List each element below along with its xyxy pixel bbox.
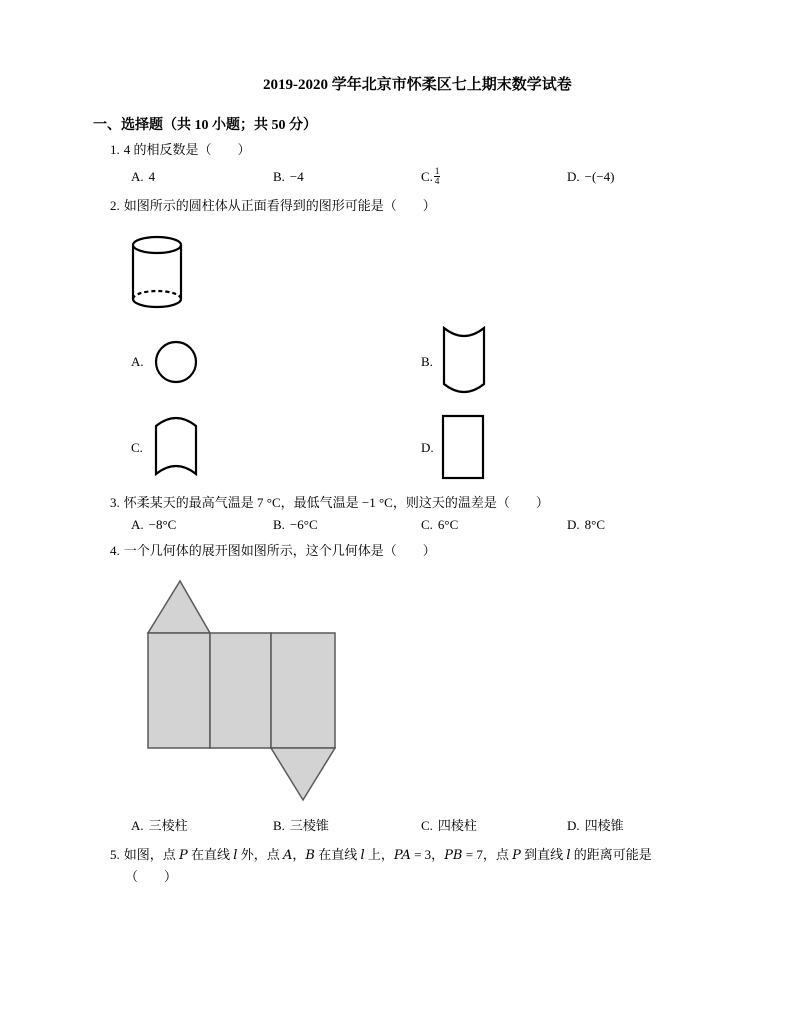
option-text: −8°C [148, 517, 177, 532]
math-symbol: l [360, 848, 365, 863]
stem-text: 在直线 [314, 847, 361, 862]
question-1 [110, 142, 251, 158]
stem-text: = 7，点 [462, 847, 513, 862]
q2-option-c: C. [131, 440, 143, 455]
option-text: −(−4) [584, 169, 615, 184]
stem-text: 上， [364, 847, 394, 862]
question-3 [110, 495, 549, 511]
arched-shape [156, 418, 196, 474]
fraction-numerator: 1 [434, 166, 440, 176]
stem-text: 的距离可能是 [570, 847, 652, 862]
question-4 [110, 543, 436, 559]
cylinder-figure [131, 233, 183, 309]
stem-text: 如图，点 [123, 847, 180, 862]
option-text: 三棱柱 [148, 818, 188, 833]
q2-option-c-figure [152, 410, 200, 482]
net-face-2 [210, 633, 271, 748]
option-text: 四棱锥 [584, 818, 624, 833]
math-symbol: l [566, 848, 571, 863]
q2-option-d-figure [440, 413, 486, 481]
option-letter: D. [567, 517, 580, 532]
question-2 [110, 198, 436, 214]
option-letter: A. [131, 818, 144, 833]
math-symbol: A [282, 848, 293, 863]
prism-net-figure [140, 575, 345, 807]
q4-option-d [567, 818, 624, 834]
question-5 [110, 847, 652, 864]
question-number: 2. [110, 198, 120, 213]
math-symbol: PA [393, 848, 411, 863]
math-symbol: P [512, 848, 521, 863]
q3-option-c [421, 517, 458, 533]
circle-shape [156, 342, 196, 382]
option-letter: B. [273, 169, 285, 184]
cylinder-bottom-back-arc [133, 291, 181, 299]
fraction-denominator: 4 [434, 176, 440, 186]
question-stem: 4 的相反数是（ ） [123, 142, 251, 157]
math-symbol: P [179, 848, 188, 863]
net-face-1 [148, 633, 210, 748]
option-letter: A. [131, 517, 144, 532]
net-face-3 [271, 633, 335, 748]
stem-text: ， [292, 847, 306, 862]
question-5-answer-blank: （ ） [125, 869, 178, 884]
q1-option-b [273, 169, 304, 185]
q1-option-a [131, 169, 155, 185]
option-letter: C. [421, 169, 433, 185]
q2-option-d: D. [421, 440, 434, 455]
option-letter: C. [421, 818, 433, 833]
q3-option-a [131, 517, 176, 533]
question-stem: 如图所示的圆柱体从正面看得到的图形可能是（ ） [123, 198, 436, 213]
cylinder-top-ellipse [133, 237, 181, 253]
q4-option-a [131, 818, 188, 834]
math-symbol: B [305, 848, 315, 863]
curved-shape [444, 328, 484, 392]
option-text: −6°C [289, 517, 318, 532]
option-text: 四棱柱 [437, 818, 477, 833]
q3-option-d [567, 517, 605, 533]
q1-option-d [567, 169, 614, 185]
option-letter: D. [567, 169, 580, 184]
option-text: 三棱锥 [289, 818, 329, 833]
q1-option-c [421, 166, 440, 188]
option-letter: A. [131, 169, 144, 184]
section-heading: 一、选择题（共 10 小题；共 50 分） [93, 118, 317, 133]
fraction [434, 167, 441, 186]
q2-option-a-figure [154, 340, 198, 384]
q2-option-b-figure [440, 322, 488, 398]
net-top-triangle [148, 581, 210, 633]
option-letter: D. [567, 818, 580, 833]
option-letter: C. [421, 517, 433, 532]
option-text: −4 [289, 169, 304, 184]
question-number: 4. [110, 543, 120, 558]
option-text: 6°C [437, 517, 459, 532]
net-bottom-triangle [271, 748, 335, 800]
option-letter: B. [273, 517, 285, 532]
math-symbol: l [233, 848, 238, 863]
question-stem: 一个几何体的展开图如图所示，这个几何体是（ ） [123, 543, 436, 558]
q4-option-b [273, 818, 329, 834]
stem-text: 外，点 [237, 847, 283, 862]
option-text: 8°C [584, 517, 606, 532]
rectangle-shape [443, 416, 483, 478]
q2-option-a: A. [131, 354, 144, 369]
question-number: 3. [110, 495, 120, 510]
option-text: 4 [148, 169, 156, 184]
question-stem: 怀柔某天的最高气温是 7 °C，最低气温是 −1 °C，则这天的温差是（ ） [123, 495, 549, 510]
q3-option-b [273, 517, 318, 533]
option-letter: B. [273, 818, 285, 833]
exam-title: 2019-2020 学年北京市怀柔区七上期末数学试卷 [263, 77, 572, 93]
stem-text: 在直线 [187, 847, 234, 862]
stem-text: 到直线 [520, 847, 567, 862]
question-number: 1. [110, 142, 120, 157]
q2-option-b: B. [421, 354, 433, 369]
question-number: 5. [110, 847, 120, 862]
q4-option-c [421, 818, 477, 834]
math-symbol: PB [444, 848, 463, 863]
stem-text: = 3， [410, 847, 445, 862]
cylinder-bottom-front-arc [133, 299, 181, 307]
